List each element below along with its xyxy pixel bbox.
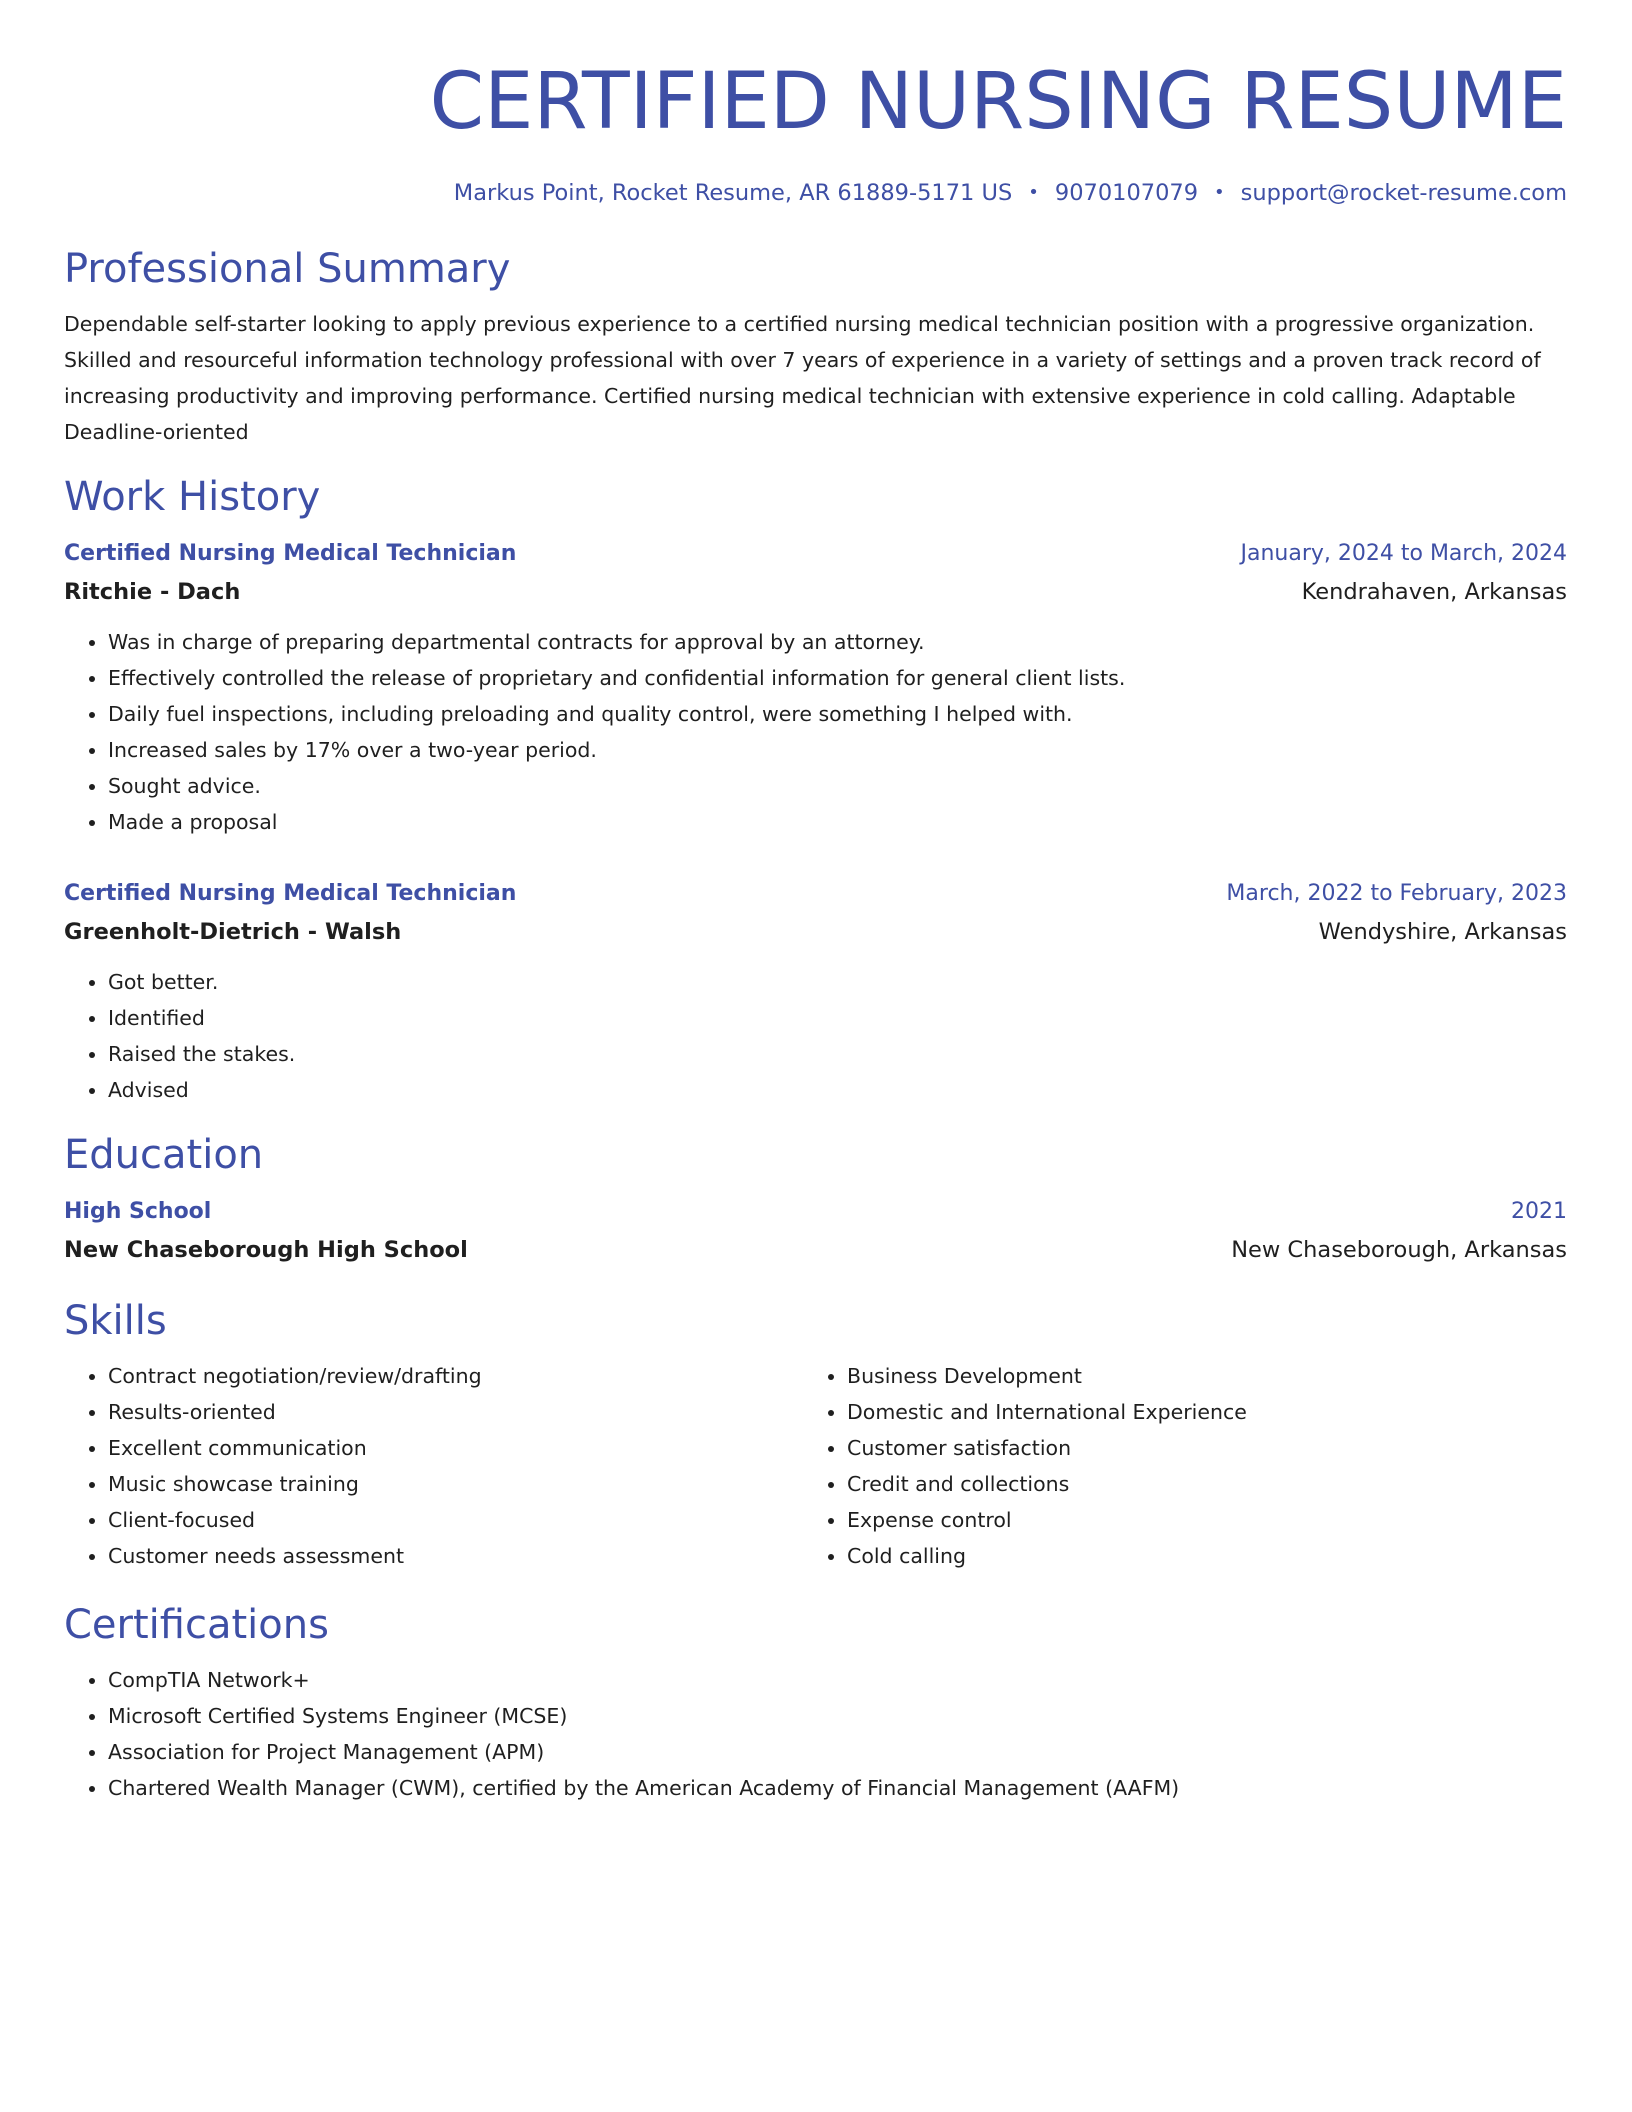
contact-separator: • xyxy=(1028,182,1039,203)
list-item: • CompTIA Network+ xyxy=(108,1662,1567,1698)
skills-grid xyxy=(64,1358,1567,1574)
list-item: • Increased sales by 17% over a two-year period. xyxy=(108,732,1567,768)
list-item: • Chartered Wealth Manager (CWM), certified by the American Academy of Financial Management (AAFM) xyxy=(108,1770,1567,1806)
job-company: Greenholt-Dietrich - Walsh xyxy=(64,919,402,945)
job-location: Wendyshire, Arkansas xyxy=(1318,919,1567,945)
list-item: • Cold calling xyxy=(847,1538,1547,1574)
list-item: • Microsoft Certified Systems Engineer (MCSE) xyxy=(108,1698,1567,1734)
section-certifications xyxy=(64,1600,1567,1806)
list-item: • Business Development xyxy=(847,1358,1547,1394)
education-location: New Chaseborough, Arkansas xyxy=(1231,1237,1567,1263)
list-item: • Contract negotiation/review/drafting xyxy=(108,1358,803,1394)
section-heading: Work History xyxy=(64,474,321,520)
section-heading: Certifications xyxy=(64,1602,329,1648)
list-item: • Customer satisfaction xyxy=(847,1430,1547,1466)
section-professional-summary xyxy=(64,244,1567,450)
list-item: • Raised the stakes. xyxy=(108,1036,1567,1072)
education-year: 2021 xyxy=(1511,1199,1567,1224)
section-heading: Skills xyxy=(64,1298,167,1344)
list-item: • Association for Project Management (APM) xyxy=(108,1734,1567,1770)
section-skills xyxy=(64,1296,1567,1574)
contact-phone: 9070107079 xyxy=(1054,180,1199,206)
education-entry xyxy=(64,1194,1567,1270)
list-item: • Got better. xyxy=(108,964,1567,1000)
resume-header xyxy=(64,0,1567,208)
job-entry xyxy=(64,536,1567,840)
skills-column-right xyxy=(803,1358,1547,1574)
list-item: • Advised xyxy=(108,1072,1567,1108)
resume-title: CERTIFIED NURSING RESUME xyxy=(429,57,1567,147)
certifications-list xyxy=(64,1662,1567,1806)
job-bullets xyxy=(64,624,1567,840)
job-title: Certified Nursing Medical Technician xyxy=(64,881,517,906)
list-item: • Made a proposal xyxy=(108,804,1567,840)
summary-text: Dependable self-starter looking to apply previous experience to a certified nursing medical technician position with a progressive organization. Skilled and resourceful information technology professional with over 7 years of experience in a variety of settings and a proven track record of increasing productivity and improving performance. Certified nursing medical technician with extensive experience in cold calling. Adaptable Deadline-oriented xyxy=(64,312,1541,444)
education-school: New Chaseborough High School xyxy=(64,1237,468,1263)
job-entry xyxy=(64,876,1567,1108)
section-work-history xyxy=(64,472,1567,1108)
education-degree: High School xyxy=(64,1199,212,1224)
job-location: Kendrahaven, Arkansas xyxy=(1301,579,1567,605)
list-item: • Was in charge of preparing departmental contracts for approval by an attorney. xyxy=(108,624,1567,660)
section-heading: Professional Summary xyxy=(64,246,511,292)
section-education xyxy=(64,1130,1567,1270)
resume-page xyxy=(64,0,1567,1806)
skills-column-left xyxy=(64,1358,803,1574)
list-item: • Identified xyxy=(108,1000,1567,1036)
job-company: Ritchie - Dach xyxy=(64,579,241,605)
list-item: • Client-focused xyxy=(108,1502,803,1538)
list-item: • Excellent communication xyxy=(108,1430,803,1466)
section-heading: Education xyxy=(64,1132,264,1178)
list-item: • Daily fuel inspections, including preloading and quality control, were something I helped with. xyxy=(108,696,1567,732)
list-item: • Expense control xyxy=(847,1502,1547,1538)
list-item: • Music showcase training xyxy=(108,1466,803,1502)
job-bullets xyxy=(64,964,1567,1108)
list-item: • Customer needs assessment xyxy=(108,1538,803,1574)
job-dates: March, 2022 to February, 2023 xyxy=(1226,881,1567,906)
list-item: • Effectively controlled the release of proprietary and confidential information for general client lists. xyxy=(108,660,1567,696)
list-item: • Domestic and International Experience xyxy=(847,1394,1547,1430)
job-dates: January, 2024 to March, 2024 xyxy=(1240,541,1567,566)
contact-address: Markus Point, Rocket Resume, AR 61889-5171 US xyxy=(453,180,1013,206)
list-item: • Results-oriented xyxy=(108,1394,803,1430)
list-item: • Sought advice. xyxy=(108,768,1567,804)
contact-email: support@rocket-resume.com xyxy=(1240,180,1567,206)
contact-line xyxy=(64,178,1567,208)
job-title: Certified Nursing Medical Technician xyxy=(64,541,517,566)
contact-separator: • xyxy=(1214,182,1225,203)
list-item: • Credit and collections xyxy=(847,1466,1547,1502)
